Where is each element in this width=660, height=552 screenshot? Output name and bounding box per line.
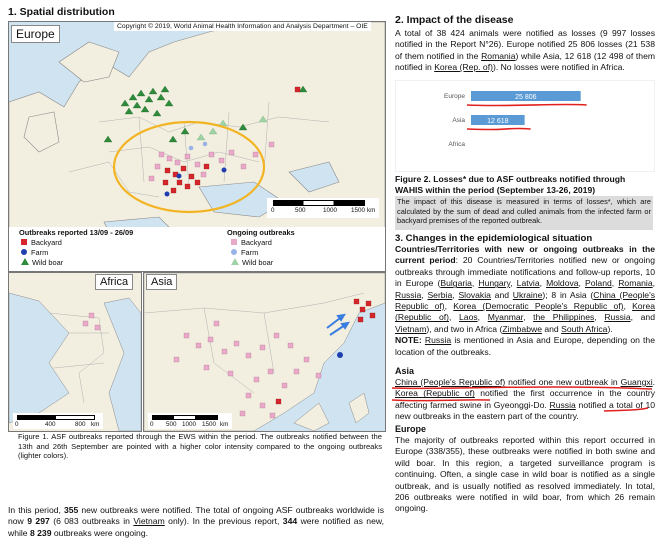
africa-map-label: Africa [95,274,133,290]
wildboar-triangle-icon [21,258,29,265]
asia-map-label: Asia [146,274,177,290]
europe-heading: Europe [395,424,427,434]
red-annotation-lines [390,380,656,414]
impact-note-box: The impact of this disease is measured in terms of losses*, which are calculated by the sum of dead and culled animals from the infected farm or backyard premises of the reported outbreak. [395,196,653,230]
scale-label: 1500 [351,207,366,214]
asia-map-graphic [144,273,385,431]
section-title-impact: 2. Impact of the disease [395,14,514,26]
scale-label: 1000 [182,421,197,428]
value-label-asia: 12 618 [487,118,509,125]
legend-label: Backyard [31,238,62,247]
legend-item-backyard [21,238,62,248]
wildboar-triangle-icon [231,258,239,265]
farm-dot-icon [21,249,27,255]
scale-label: 400 [45,421,56,428]
scale-label: km [220,421,229,428]
legend-label: Farm [31,248,49,257]
asia-scale-bar [148,413,232,429]
category-label-africa: Africa [448,141,465,148]
scale-label: 0 [271,207,275,214]
europe-map [8,21,386,272]
losses-chart [395,80,655,172]
summary-paragraph: In this period, 355 new outbreaks were notified. The total of ongoing ASF outbreaks worldwide is now 9 297 (6 083 outbreaks in Vietnam only). In the previous report, 344 were notified as new, while 8 239 outbreaks were ongoing. [8,505,384,538]
europe-paragraph: The majority of outbreaks reported within this report occurred in Europe (338/355), these outbreaks were notified in both swine and wild boar. In this region, a targeted surveillance program is continuing. Often, a single case in wild boar is notified as a single outbreak, and is usually notified as resolved immediately. In total, 206 outbreaks were notified in wild boar, from which 26 remain ongoing. [395,435,655,514]
map-legend [9,227,385,271]
legend-item-farm [21,248,48,258]
europe-scale-bar [267,198,379,218]
scale-label: 0 [150,421,154,428]
figure1-caption: Figure 1. ASF outbreaks reported through the EWS within the period. The outbreaks notified between the 13th and 26th September are pointed with a higher color intensity compared to the ongoing outbreaks (lighter colors). [18,432,382,461]
legend-label: Farm [241,248,259,257]
legend-item-wildboar [21,258,63,268]
section-title-spatial: 1. Spatial distribution [8,6,115,18]
scale-label: 1000 [323,207,338,214]
asia-map [143,272,386,432]
farm-dot-icon [231,249,237,255]
africa-scale-bar [13,413,103,429]
legend-item-farm-ongoing [231,248,258,258]
losses-bar-chart [395,80,655,172]
category-label-asia: Asia [452,117,465,124]
africa-map-graphic [9,273,141,431]
figure2-caption: Figure 2. Losses* due to ASF outbreaks notified through WAHIS within the period (September 13-26, 2019) [395,174,626,195]
scale-label: 500 [166,421,177,428]
europe-map-label: Europe [11,25,60,43]
africa-map [8,272,142,432]
value-label-europe: 25 806 [515,94,537,101]
scale-label: 1500 [202,421,217,428]
legend-label: Wild boar [242,258,274,267]
backyard-square-icon [21,239,27,245]
scale-label: 800 [75,421,86,428]
scale-label: km [91,421,100,428]
legend-label: Wild boar [32,258,64,267]
copyright-notice: Copyright © 2019, World Animal Health Information and Analysis Department – OIE [114,22,371,31]
section-title-changes: 3. Changes in the epidemiological situation [395,233,593,244]
countries-paragraph: Countries/Territories with new or ongoing outbreaks in the current period: 20 Countries/Territories notified new or ongoing outbreaks through immediate notifications and follow-up reports, 10 in Europe (Bulgaria, Hungary, Latvia, Moldova, Poland, Romania, Russia, Serbia, Slovakia and Ukraine); 8 in Asia (China (People's Republic of), Korea (Democratic People's Republic of), Korea (Republic of), Laos, Myanmar, the Philippines, Russia, and Vietnam), and two in Africa (Zimbabwe and South Africa). NOTE: Russia is mentioned in Asia and Europe, depending on the location of the outbreaks. [395,244,656,357]
asia-paragraph: China (People's Republic of) notified one new outbreak in Guangxi. Korea (Republic of) notified the first occurrence in the country affecting farmed swine in Gyeonggi-Do. Russia notified a total of 10 new outbreaks in the eastern part of the country. [395,377,655,422]
scale-label: km [367,207,376,214]
category-label-europe: Europe [444,93,465,100]
legend-item-wildboar-ongoing [231,258,273,268]
backyard-square-icon [231,239,237,245]
legend-label: Backyard [241,238,272,247]
scale-label: 500 [295,207,306,214]
legend-ongoing-title: Ongoing outbreaks [227,228,295,237]
legend-item-backyard-ongoing [231,238,272,248]
impact-paragraph: A total of 38 424 animals were notified as losses (9 997 losses notified in the Report N°26). Europe notified 25 806 losses (21 538 of them notified in the Romania) while Asia, 12 618 (12 498 of them notified in Korea (Rep. of)). No losses were notified in Africa. [395,28,656,73]
asia-heading: Asia [395,366,415,376]
scale-label: 0 [15,421,19,428]
legend-reported-title: Outbreaks reported 13/09 - 26/09 [19,228,134,237]
